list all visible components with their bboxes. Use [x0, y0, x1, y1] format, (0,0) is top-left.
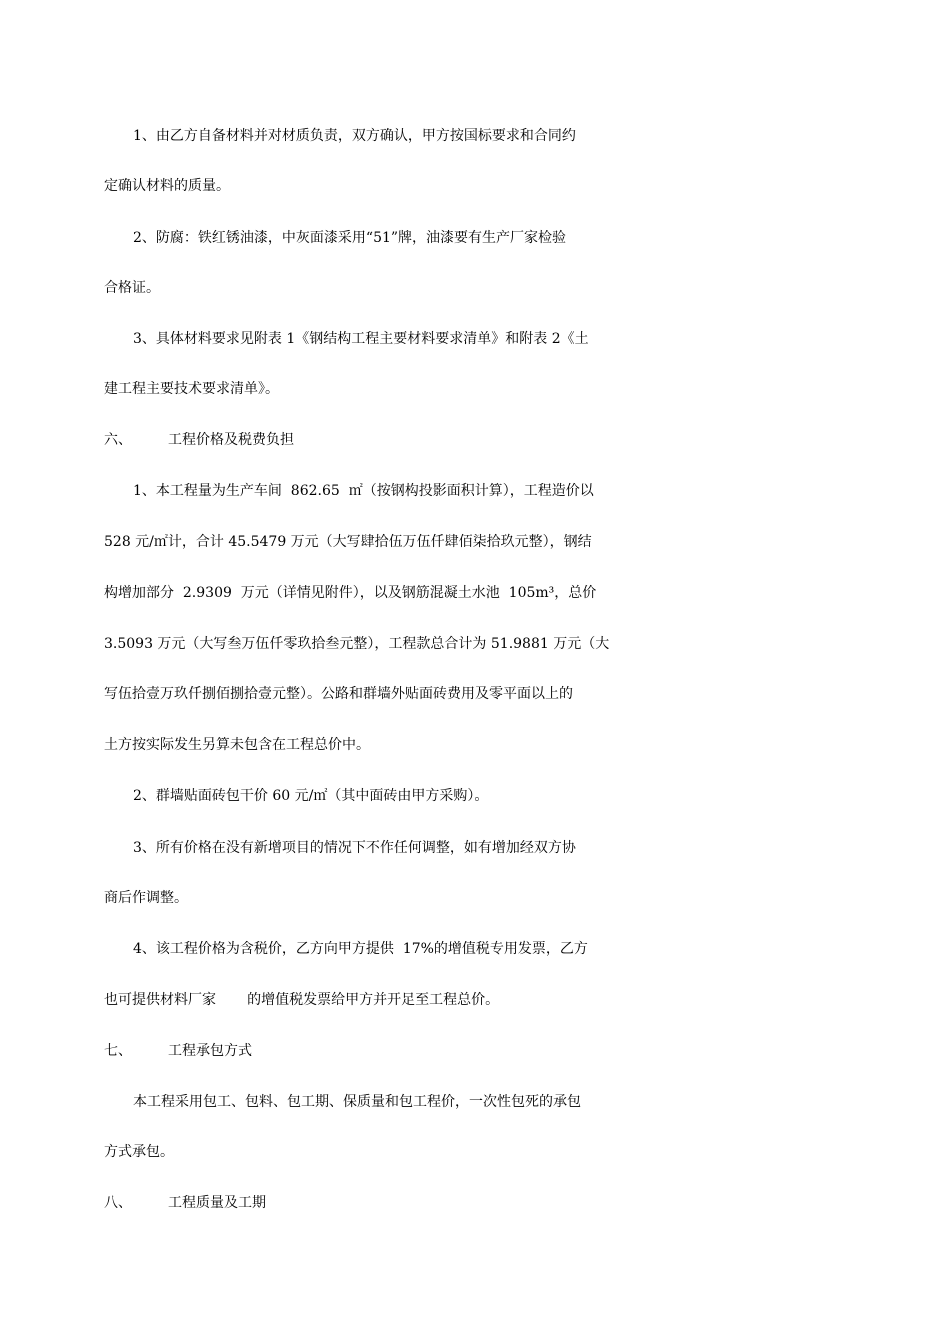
section-title: 工程承包方式: [168, 1043, 252, 1059]
paragraph-line: 4、该工程价格为含税价，乙方向甲方提供 17%的增值税专用发票，乙方: [133, 941, 588, 957]
paragraph-line: 写伍拾壹万玖仟捌佰捌拾壹元整）。公路和群墙外贴面砖费用及零平面以上的: [104, 686, 573, 702]
paragraph-line: 方式承包。: [104, 1144, 174, 1160]
section-heading-six: [0, 425, 950, 455]
paragraph-line: 3、具体材料要求见附表 1《钢结构工程主要材料要求清单》和附表 2《土: [133, 331, 589, 347]
paragraph-line: 建工程主要技术要求清单》。: [104, 381, 279, 397]
paragraph-line: 2、防腐：铁红锈油漆，中灰面漆采用“51”牌，油漆要有生产厂家检验: [133, 230, 567, 246]
paragraph-line: 528 元/㎡计，合计 45.5479 万元（大写肆拾伍万伍仟肆佰柒拾玖元整），钢结: [104, 534, 592, 550]
paragraph-line: 3.5093 万元（大写叁万伍仟零玖拾叁元整），工程款总合计为 51.9881 万元（大: [104, 636, 610, 652]
section-heading-seven: [0, 1036, 950, 1066]
paragraph-line: 定确认材料的质量。: [104, 178, 230, 194]
paragraph-line: 商后作调整。: [104, 890, 188, 906]
paragraph-line: 也可提供材料厂家 的增值税发票给甲方并开足至工程总价。: [104, 992, 500, 1008]
paragraph-line: 1、本工程量为生产车间 862.65 ㎡（按钢构投影面积计算），工程造价以: [133, 483, 594, 499]
section-number: 八、: [104, 1195, 132, 1211]
paragraph-line: 构增加部分 2.9309 万元（详情见附件），以及钢筋混凝土水池 105m³，总价: [104, 585, 597, 601]
paragraph-line: 土方按实际发生另算未包含在工程总价中。: [104, 737, 370, 753]
paragraph-line: 1、由乙方自备材料并对材质负责，双方确认，甲方按国标要求和合同约: [133, 128, 576, 144]
paragraph-line: 合格证。: [104, 280, 160, 296]
section-number: 六、: [104, 432, 132, 448]
paragraph-line: 3、所有价格在没有新增项目的情况下不作任何调整，如有增加经双方协: [133, 840, 576, 856]
section-heading-eight: [0, 1188, 950, 1218]
section-title: 工程质量及工期: [168, 1195, 266, 1211]
section-number: 七、: [104, 1043, 132, 1059]
paragraph-line: 2、群墙贴面砖包干价 60 元/㎡（其中面砖由甲方采购）。: [133, 788, 489, 804]
section-title: 工程价格及税费负担: [168, 432, 294, 448]
paragraph-line: 本工程采用包工、包料、包工期、保质量和包工程价，一次性包死的承包: [133, 1094, 581, 1110]
